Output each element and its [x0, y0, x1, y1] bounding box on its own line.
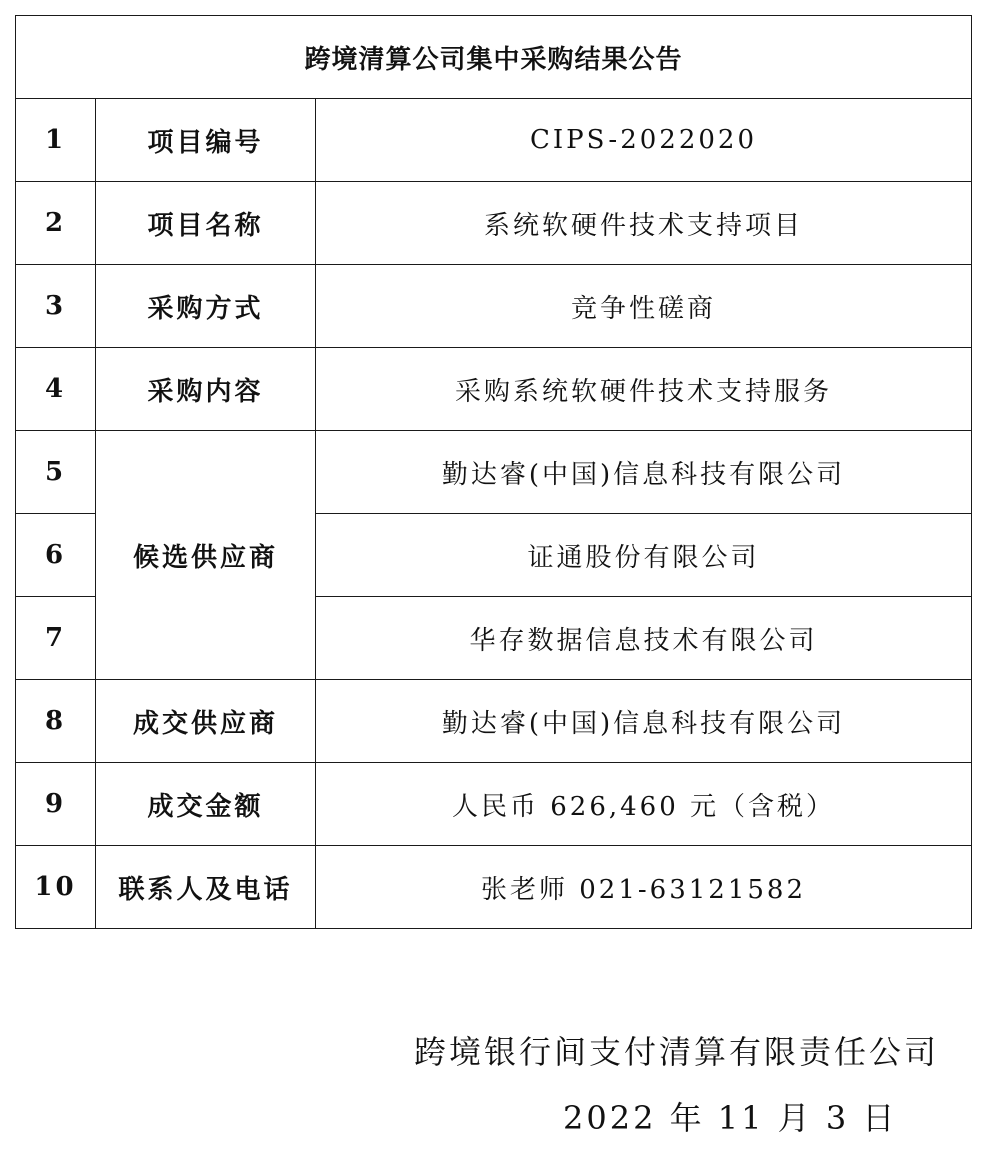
table-row	[16, 431, 972, 514]
row-value: CIPS-2022020	[316, 99, 972, 182]
row-value: 证通股份有限公司	[316, 514, 972, 597]
row-label: 项目名称	[96, 182, 316, 265]
row-number: 4	[16, 348, 96, 431]
table-row	[16, 99, 972, 182]
row-value: 竞争性磋商	[316, 265, 972, 348]
row-number: 1	[16, 99, 96, 182]
row-value: 勤达睿(中国)信息科技有限公司	[316, 680, 972, 763]
row-label-merged: 候选供应商	[96, 431, 316, 680]
announcement-table	[15, 15, 972, 929]
row-value: 系统软硬件技术支持项目	[316, 182, 972, 265]
table-row	[16, 680, 972, 763]
issuing-organization: 跨境银行间支付清算有限责任公司	[413, 1033, 939, 1071]
row-number: 3	[16, 265, 96, 348]
row-number: 2	[16, 182, 96, 265]
row-label: 成交供应商	[96, 680, 316, 763]
row-value: 人民币 626,460 元（含税）	[316, 763, 972, 846]
table-row	[16, 348, 972, 431]
row-value: 采购系统软硬件技术支持服务	[316, 348, 972, 431]
row-label: 项目编号	[96, 99, 316, 182]
table-row	[16, 182, 972, 265]
table-row	[16, 265, 972, 348]
row-label: 成交金额	[96, 763, 316, 846]
row-label: 采购内容	[96, 348, 316, 431]
table-title-row	[16, 16, 972, 99]
row-number: 10	[16, 846, 96, 929]
row-number: 9	[16, 763, 96, 846]
row-number: 6	[16, 514, 96, 597]
row-label: 联系人及电话	[96, 846, 316, 929]
row-number: 5	[16, 431, 96, 514]
table-row	[16, 846, 972, 929]
announcement-title: 跨境清算公司集中采购结果公告	[16, 16, 972, 99]
row-value: 勤达睿(中国)信息科技有限公司	[316, 431, 972, 514]
table-row	[16, 763, 972, 846]
row-label: 采购方式	[96, 265, 316, 348]
row-value: 华存数据信息技术有限公司	[316, 597, 972, 680]
issue-date: 2022 年 11 月 3 日	[563, 1099, 898, 1137]
row-number: 8	[16, 680, 96, 763]
row-number: 7	[16, 597, 96, 680]
row-value: 张老师 021-63121582	[316, 846, 972, 929]
